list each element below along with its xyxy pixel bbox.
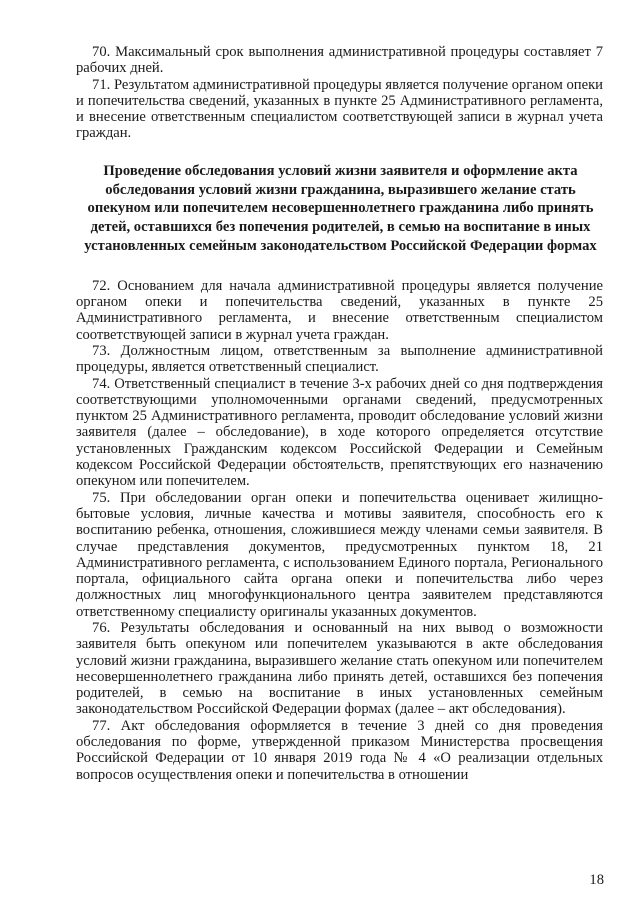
paragraph-73: 73. Должностным лицом, ответственным за выполнение административной процедуры, является ответственный специалист.	[76, 342, 603, 376]
section-heading: Проведение обследования условий жизни заявителя и оформление акта обследования условий жизни гражданина, выразившего желание стать опекуном или попечителем несовершеннолетнего гражданина либо принять детей, оставшихся без попечения родителей, в семью на воспитание в иных установленных семейным законодательством Российской Федерации формах	[84, 162, 597, 254]
paragraph-70: 70. Максимальный срок выполнения административной процедуры составляет 7 рабочих дней.	[76, 44, 603, 77]
paragraph-72: 72. Основанием для начала административной процедуры является получение органом опеки и попечительства сведений, указанных в пункте 25 Административного регламента, и внесение ответственным специалистом соответствующей записи в журнал учета граждан.	[76, 277, 603, 343]
paragraph-71: 71. Результатом административной процедуры является получение органом опеки и попечительства сведений, указанных в пункте 25 Административного регламента, и внесение ответственным специалистом соответствующей записи в журнал учета граждан.	[76, 76, 603, 142]
paragraph-76: 76. Результаты обследования и основанный на них вывод о возможности заявителя быть опекуном или попечителем указываются в акте обследования условий жизни гражданина, выразившего желание стать опекуном или попечителем несовершеннолетнего гражданина либо принять детей, оставшихся без попечения родителей, в семью на воспитание в иных установленных семейным законодательством Российской Федерации формах (далее – акт обследования).	[76, 620, 603, 718]
paragraph-77: 77. Акт обследования оформляется в течение 3 дней со дня проведения обследования по форме, утвержденной приказом Министерства просвещения Российской Федерации от 10 января 2019 года № 4 «О реализации отдельных вопросов осуществления опеки и попечительства в отношении	[76, 717, 603, 783]
page-number: 18	[589, 872, 604, 888]
paragraph-74: 74. Ответственный специалист в течение 3-х рабочих дней со дня подтверждения соответствующими уполномоченными органами сведений, предусмотренных пунктом 25 Административного регламента, проводит обследование условий жизни заявителя (далее – обследование), в ходе которого определяется отсутствие установленных Гражданским кодексом Российской Федерации и Семейным кодексом Российской Федерации обстоятельств, препятствующих его назначению опекуном или попечителем.	[76, 375, 603, 490]
paragraph-75: 75. При обследовании орган опеки и попечительства оценивает жилищно-бытовые условия, личные качества и мотивы заявителя, способность его к воспитанию ребенка, отношения, сложившиеся между членами семьи заявителя. В случае представления документов, предусмотренных пунктом 18, 21 Административного регламента, с использованием Единого портала, Регионального портала, официального сайта органа опеки и попечительства либо через должностных лиц многофункционального центра заявителем представляются ответственному специалисту оригиналы указанных документов.	[76, 489, 603, 620]
